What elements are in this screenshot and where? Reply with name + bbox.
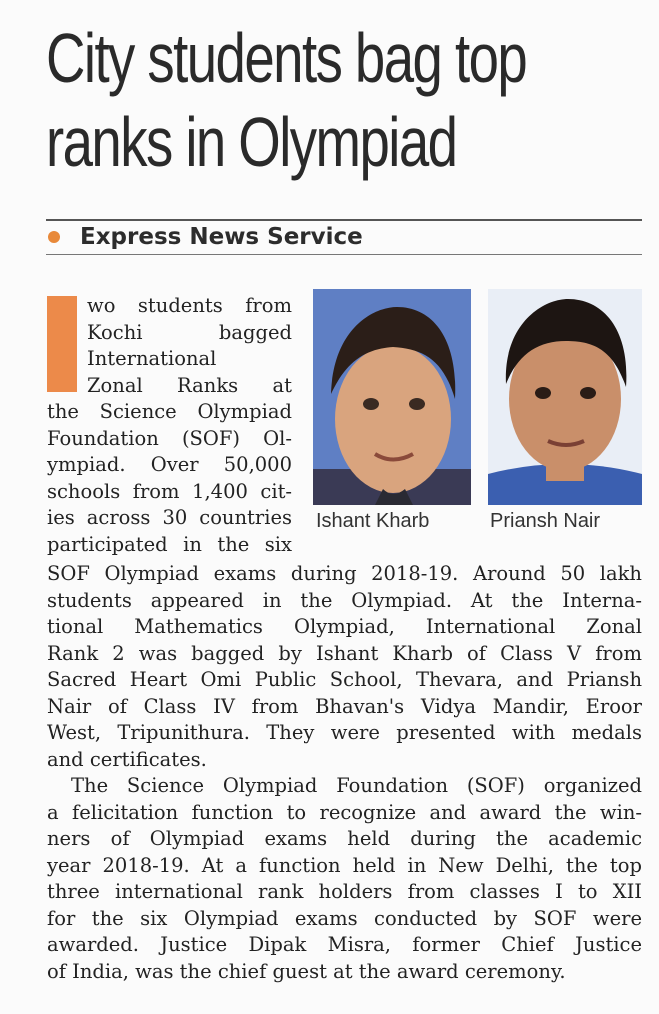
body-line: ympiad. Over 50,000 bbox=[47, 453, 292, 476]
body-line: Foundation (SOF) Ol- bbox=[47, 426, 292, 450]
headline-line-1: City students bag top bbox=[46, 19, 527, 97]
body-line: SOF Olympiad exams during 2018-19. Around 50 lakh bbox=[47, 562, 642, 585]
photo-ishant-kharb bbox=[313, 289, 471, 505]
article-body-narrow bbox=[47, 293, 292, 558]
bullet-icon bbox=[48, 231, 60, 243]
caption-priansh-nair: Priansh Nair bbox=[490, 510, 601, 532]
body-line: ies across 30 countries bbox=[47, 506, 292, 529]
body-line: Sacred Heart Omi Public School, Thevara, and Priansh bbox=[47, 668, 642, 691]
body-line: and certificates. bbox=[47, 747, 207, 771]
body-line: ners of Olympiad exams held during the academic bbox=[47, 827, 642, 850]
body-line: of India, was the chief guest at the award ceremony. bbox=[47, 959, 566, 983]
headline-line-2: ranks in Olympiad bbox=[46, 103, 457, 181]
body-line: International bbox=[87, 347, 217, 370]
body-line: a felicitation function to recognize and award the win- bbox=[47, 800, 642, 824]
byline-text: Express News Service bbox=[80, 224, 363, 250]
body-line: year 2018-19. At a function held in New Delhi, the top bbox=[47, 853, 642, 877]
body-line: Zonal Ranks at bbox=[87, 373, 292, 397]
byline-rule-top bbox=[46, 219, 642, 221]
body-line: three international rank holders from classes I to XII bbox=[47, 880, 642, 903]
photo-priansh-nair bbox=[488, 289, 642, 505]
body-line: participated in the six bbox=[47, 532, 292, 556]
body-line: tional Mathematics Olympiad, International Zonal bbox=[47, 615, 642, 638]
body-line: the Science Olympiad bbox=[47, 400, 292, 423]
byline bbox=[48, 222, 363, 252]
body-line: Nair of Class IV from Bhavan's Vidya Mandir, Eroor bbox=[47, 694, 642, 718]
body-line: West, Tripunithura. They were presented with medals bbox=[47, 721, 642, 744]
body-line: schools from 1,400 cit- bbox=[47, 479, 292, 503]
body-line: awarded. Justice Dipak Misra, former Chief Justice bbox=[47, 933, 642, 956]
body-line: Kochi bagged bbox=[87, 320, 292, 344]
headline bbox=[46, 16, 527, 184]
body-line: wo students from bbox=[87, 294, 292, 317]
body-line: students appeared in the Olympiad. At the Interna- bbox=[47, 588, 642, 612]
caption-ishant-kharb: Ishant Kharb bbox=[316, 510, 430, 532]
article-body-full bbox=[47, 561, 642, 985]
body-line: The Science Olympiad Foundation (SOF) organized bbox=[71, 774, 642, 797]
body-line: Rank 2 was bagged by Ishant Kharb of Class V from bbox=[47, 641, 642, 665]
byline-rule-bottom bbox=[46, 254, 642, 255]
body-line: for the six Olympiad exams conducted by SOF were bbox=[47, 906, 642, 930]
